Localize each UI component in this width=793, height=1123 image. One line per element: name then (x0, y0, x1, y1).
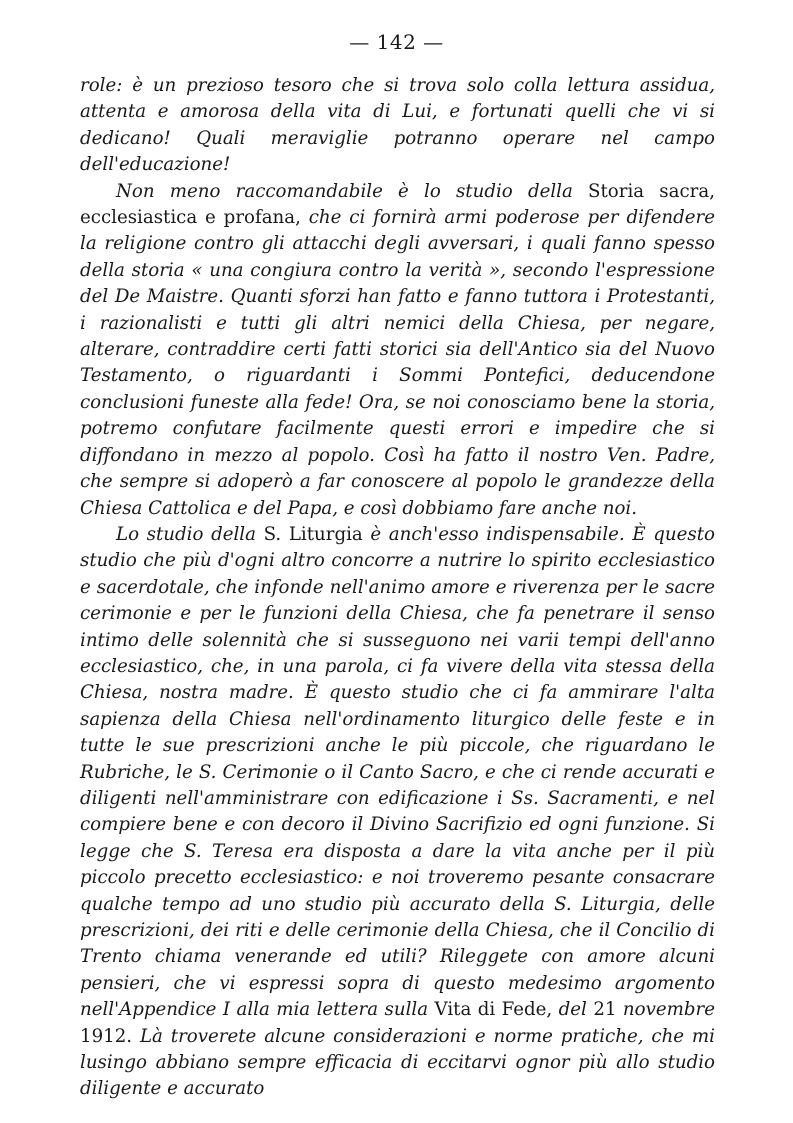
paragraph-2 (80, 179, 715, 522)
paragraph-3-text-f: 21 (593, 999, 617, 1021)
paragraph-3-text-e: del (552, 999, 594, 1021)
paragraph-1-text: role: è un prezioso tesoro che si trova solo colla lettura assidua, attenta e amorosa della vita di Lui, e fortunati quelli che vi si dedicano! Quali meraviglie potranno operare nel campo dell'educazione! (80, 75, 715, 176)
paragraph-2-text-c: che ci fornirà armi poderose per difendere la religione contro gli attacchi degli avversari, i quali fanno spesso della storia « una congiura contro la verità », secondo l'espressione del De Maistre. Quanti sforzi han fatto e fanno tuttora i Protestanti, i razionalisti e tutti gli altri nemici della Chiesa, per negare, alterare, contraddire certi fatti storici sia dell'Antico sia del Nuovo Testamento, o riguardanti i Sommi Pontefici, deducendone conclusioni funeste alla fede! Ora, se noi conosciamo bene la storia, potremo confutare facilmente questi errori e impedire che si diffondano in mezzo al popolo. Così ha fatto il nostro Ven. Padre, che sempre si adoperò a far conoscere al popolo le grandezze della Chiesa Cattolica e del Papa, e così dobbiamo fare anche noi. (80, 207, 715, 519)
paragraph-3-text-i: Là troverete alcune considerazioni e norme pratiche, che mi lusingo abbiano sempre efficacia di eccitarvi ognor più allo studio diligente e accurato (80, 1025, 715, 1100)
paragraph-2-text-b: Storia sacra, ecclesiastica e profana, (80, 180, 715, 229)
page-number: — 142 — (349, 30, 444, 54)
paragraph-1 (80, 73, 715, 179)
paragraph-3-text-c: è anch'esso indispensabile. È questo studio che più d'ogni altro concorre a nutrire lo spirito ecclesiastico e sacerdotale, che infonde nell'animo amore e riverenza per le sacre cerimonie e per le funzioni della Chiesa, che fa penetrare il senso intimo delle solennità che si susseguono nei varii tempi dell'anno ecclesiastico, che, in una parola, ci fa vivere della vita stessa della Chiesa, nostra madre. È questo studio che ci fa ammirare l'alta sapienza della Chiesa nell'ordinamento liturgico delle feste e in tutte le sue prescrizioni anche le più piccole, che riguardano le Rubriche, le S. Cerimonie o il Canto Sacro, e che ci rende accurati e diligenti nell'amministrare con edificazione i Ss. Sacramenti, e nel compiere bene e con decoro il Divino Sacrifizio ed ogni funzione. Si legge che S. Teresa era disposta a dare la vita anche per il più piccolo precetto ecclesiastico: e noi troveremo pesante consacrare qualche tempo ad uno studio più accurato della S. Liturgia, delle prescrizioni, dei riti e delle cerimonie della Chiesa, che il Concilio di Trento chiama venerande ed utili? Rileggete con amore alcuni pensieri, che vi espressi sopra di questo medesimo argomento nell'Appendice I alla mia lettera sulla (80, 523, 715, 1021)
page-body (80, 73, 715, 1103)
paragraph-3-text-a: Lo studio della (116, 523, 264, 545)
paragraph-3 (80, 522, 715, 1103)
paragraph-2-text-a: Non meno raccomandabile è lo studio della (116, 180, 589, 202)
paragraph-3-text-b: S. Liturgia (263, 523, 363, 545)
paragraph-3-text-h: 1912. (80, 1025, 133, 1047)
paragraph-3-text-d: Vita di Fede, (434, 999, 553, 1021)
paragraph-3-text-g: novembre (616, 999, 715, 1021)
